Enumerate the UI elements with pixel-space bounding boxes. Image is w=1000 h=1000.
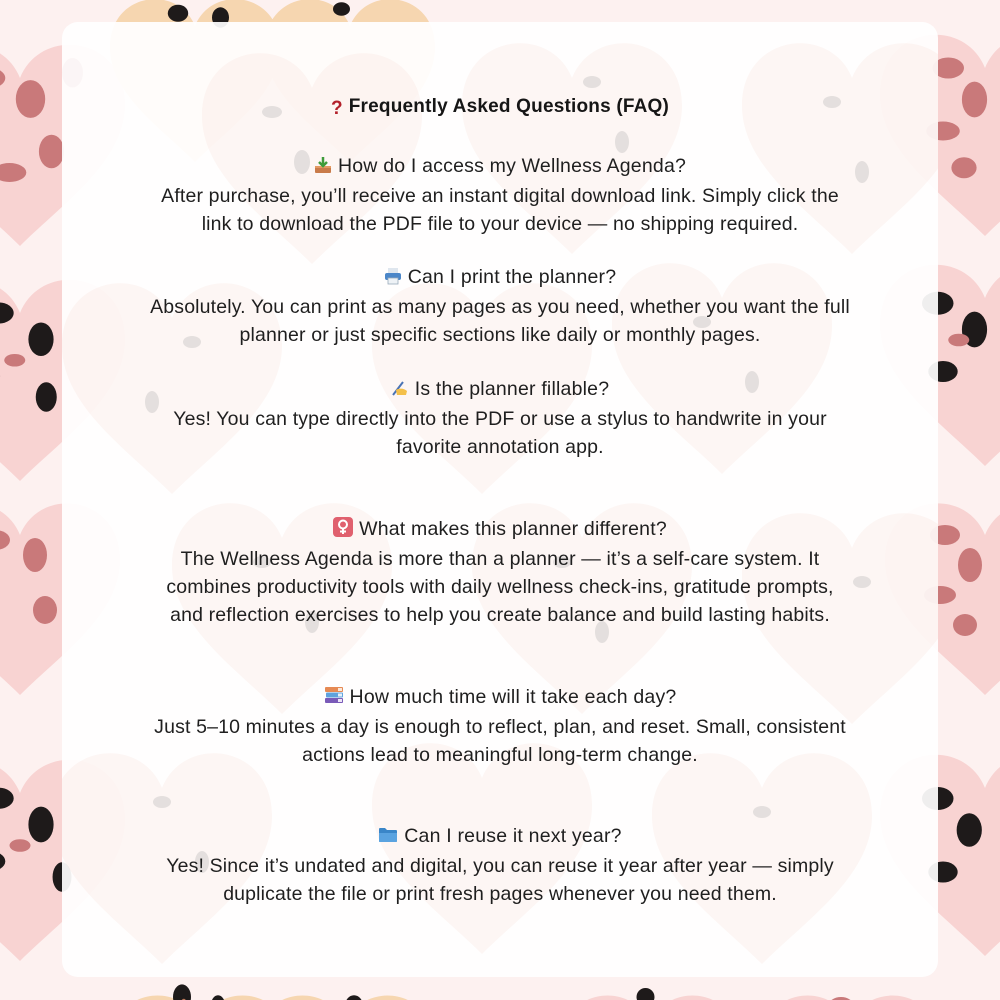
question-mark-icon: ? xyxy=(330,98,343,119)
faq-question-text: How much time will it take each day? xyxy=(349,686,677,708)
faq-answer-line: combines productivity tools with daily wellness check-ins, gratitude prompts, xyxy=(166,576,834,598)
faq-question xyxy=(62,515,938,545)
faq-question-text: Can I reuse it next year? xyxy=(404,825,622,847)
faq-question-text: How do I access my Wellness Agenda? xyxy=(337,155,687,177)
faq-answer-line: After purchase, you’ll receive an instant digital download link. Simply click the xyxy=(161,185,839,207)
inbox-tray-icon xyxy=(314,154,332,182)
faq-answer xyxy=(62,713,938,769)
faq-answer xyxy=(62,182,938,238)
faq-item xyxy=(62,822,938,908)
faq-answer-line: Yes! You can type directly into the PDF or use a stylus to handwrite in your xyxy=(173,408,827,430)
faq-answer xyxy=(62,293,938,349)
faq-answer-line: and reflection exercises to help you create balance and build lasting habits. xyxy=(170,604,830,626)
faq-answer-line: planner or just specific sections like daily or monthly pages. xyxy=(239,324,761,346)
faq-answer-line: duplicate the file or print fresh pages whenever you need them. xyxy=(223,883,777,905)
faq-item xyxy=(62,263,938,349)
female-sign-icon xyxy=(333,517,353,545)
faq-question xyxy=(62,683,938,713)
faq-question xyxy=(62,152,938,182)
faq-answer-line: Yes! Since it’s undated and digital, you can reuse it year after year — simply xyxy=(166,855,834,877)
printer-icon xyxy=(384,265,402,293)
faq-answer xyxy=(62,405,938,461)
faq-answer-line: Just 5–10 minutes a day is enough to reflect, plan, and reset. Small, consistent xyxy=(154,716,846,738)
faq-answer-line: link to download the PDF file to your device — no shipping required. xyxy=(201,213,799,235)
books-icon xyxy=(324,685,344,713)
faq-question xyxy=(62,263,938,293)
faq-question-text: Is the planner fillable? xyxy=(414,378,610,400)
faq-answer xyxy=(62,852,938,908)
faq-question-text: What makes this planner different? xyxy=(359,518,667,540)
faq-question-text: Can I print the planner? xyxy=(407,266,617,288)
faq-item xyxy=(62,683,938,769)
faq-answer xyxy=(62,545,938,629)
faq-answer-line: The Wellness Agenda is more than a planner — it’s a self-care system. It xyxy=(180,548,820,570)
faq-answer-line: Absolutely. You can print as many pages as you need, whether you want the full xyxy=(150,296,850,318)
faq-answer-line: favorite annotation app. xyxy=(396,436,604,458)
page-title xyxy=(62,96,938,120)
page-title-text: Frequently Asked Questions (FAQ) xyxy=(348,96,670,117)
faq-question xyxy=(62,375,938,405)
faq-item xyxy=(62,152,938,238)
faq-item xyxy=(62,375,938,461)
faq-question xyxy=(62,822,938,852)
folder-icon xyxy=(378,824,398,852)
faq-card xyxy=(62,22,938,977)
writing-hand-icon xyxy=(391,377,409,405)
faq-item xyxy=(62,515,938,629)
faq-answer-line: actions lead to meaningful long-term change. xyxy=(302,744,698,766)
